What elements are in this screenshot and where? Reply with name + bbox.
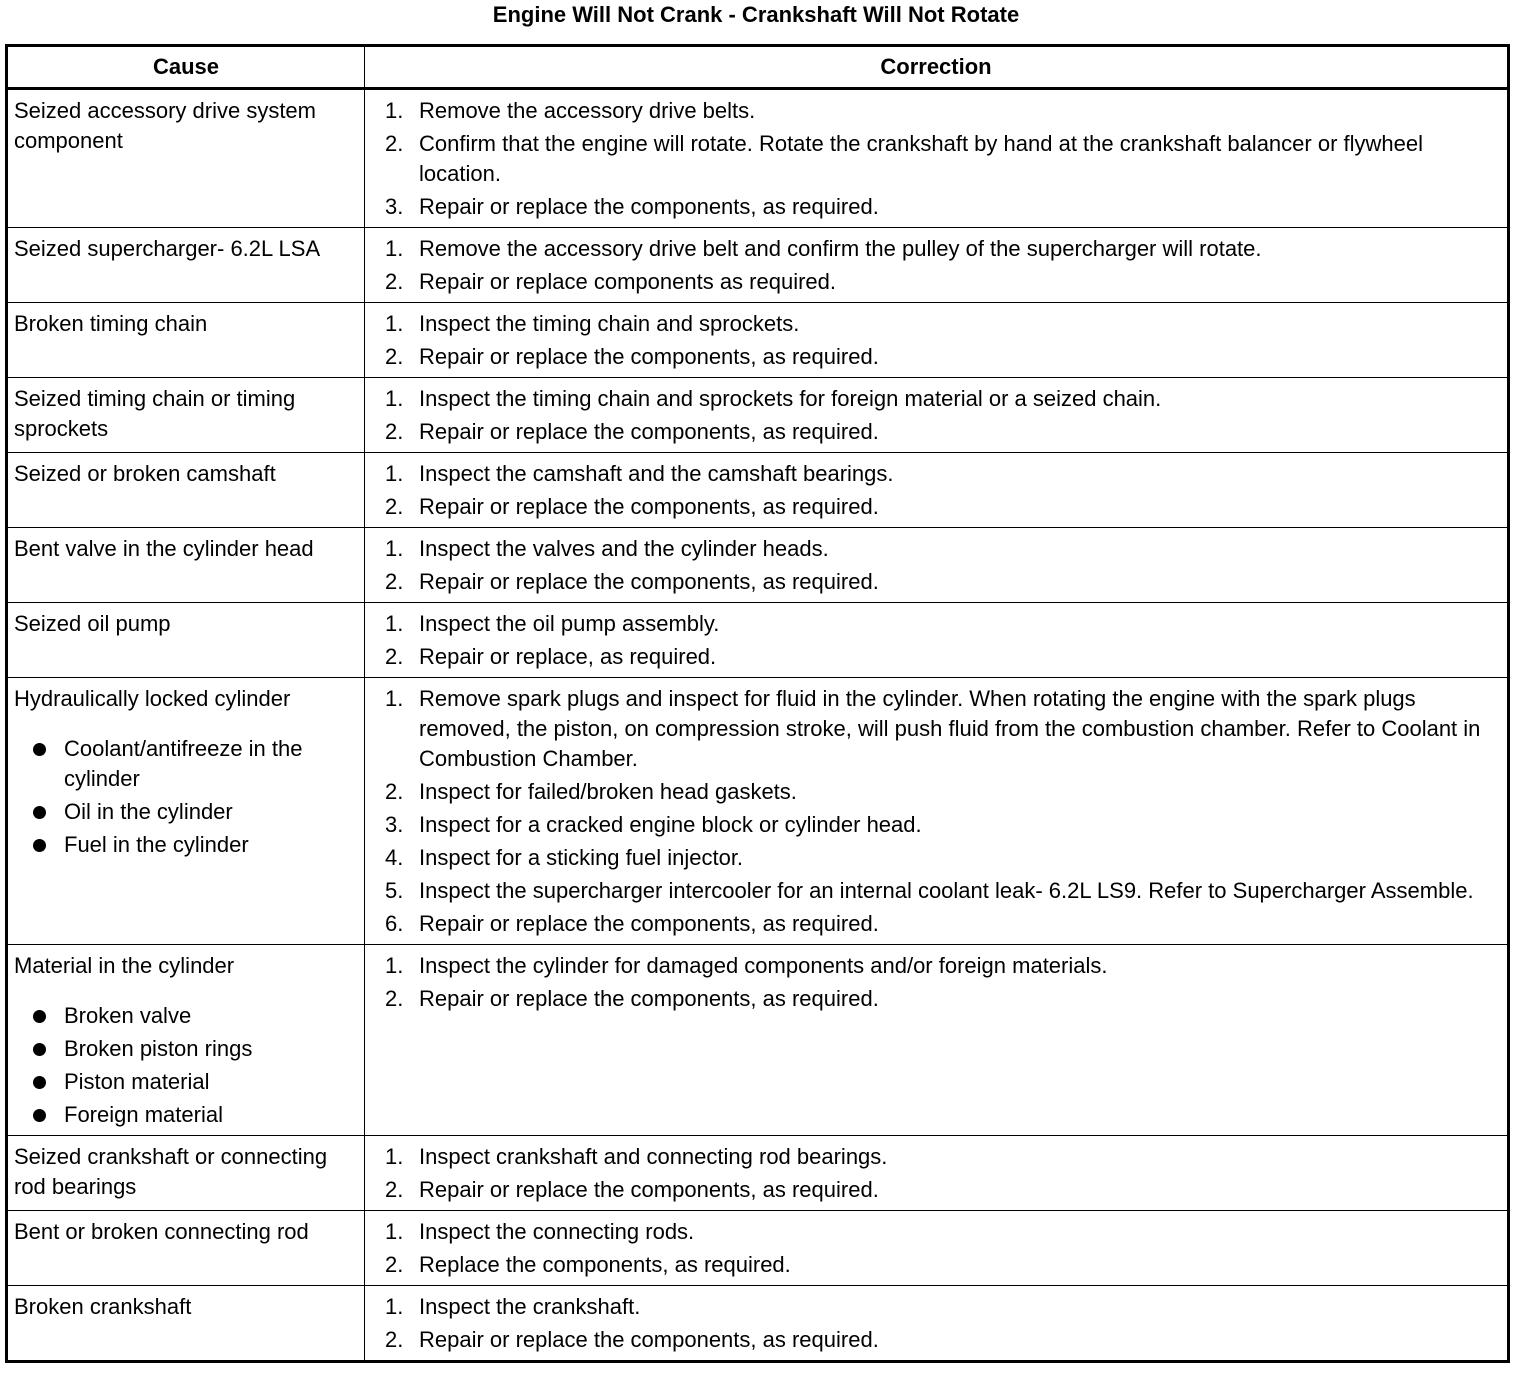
correction-step-list — [385, 309, 1501, 372]
table-row — [7, 1286, 1509, 1362]
table-row — [7, 228, 1509, 303]
correction-step — [385, 192, 1501, 222]
cause-bullet-text: Oil in the cylinder — [64, 799, 233, 824]
cause-bullet-text: Broken valve — [64, 1003, 192, 1028]
cause-bullet-text: Piston material — [64, 1069, 210, 1094]
correction-step — [385, 342, 1501, 372]
step-number: 2. — [385, 986, 404, 1011]
step-text: Repair or replace the components, as required. — [419, 986, 879, 1011]
cause-text: Hydraulically locked cylinder — [14, 686, 291, 711]
cause-bullet-text: Broken piston rings — [64, 1036, 253, 1061]
table-row — [7, 603, 1509, 678]
step-text: Inspect for failed/broken head gaskets. — [419, 779, 797, 804]
table-body — [7, 89, 1509, 1362]
correction-step-list — [385, 96, 1501, 222]
step-number: 1. — [385, 461, 404, 486]
cause-bullet-text: Fuel in the cylinder — [64, 832, 249, 857]
cause-cell — [7, 303, 365, 378]
step-number: 1. — [385, 953, 404, 978]
cause-cell — [7, 1286, 365, 1362]
correction-cell — [365, 945, 1509, 1136]
correction-cell — [365, 1211, 1509, 1286]
correction-step-list — [385, 609, 1501, 672]
cause-text: Seized or broken camshaft — [14, 461, 276, 486]
step-number: 2. — [385, 344, 404, 369]
correction-step — [385, 609, 1501, 639]
step-number: 1. — [385, 1219, 404, 1244]
step-number: 1. — [385, 1144, 404, 1169]
table-row — [7, 528, 1509, 603]
correction-step — [385, 567, 1501, 597]
correction-step-list — [385, 384, 1501, 447]
table-row — [7, 378, 1509, 453]
step-text: Inspect for a sticking fuel injector. — [419, 845, 744, 870]
step-number: 2. — [385, 644, 404, 669]
correction-step — [385, 1217, 1501, 1247]
step-text: Repair or replace, as required. — [419, 644, 717, 669]
correction-step — [385, 1250, 1501, 1280]
step-number: 2. — [385, 1177, 404, 1202]
cause-text: Seized timing chain or timing sprockets — [14, 386, 296, 441]
bullet-icon — [14, 734, 64, 794]
correction-step — [385, 684, 1501, 774]
cause-cell — [7, 89, 365, 228]
cause-cell — [7, 1136, 365, 1211]
cause-cell — [7, 453, 365, 528]
correction-cell — [365, 1136, 1509, 1211]
correction-step — [385, 1292, 1501, 1322]
cause-text: Bent valve in the cylinder head — [14, 536, 314, 561]
step-text: Inspect crankshaft and connecting rod bearings. — [419, 1144, 888, 1169]
correction-step-list — [385, 684, 1501, 939]
cause-cell — [7, 678, 365, 945]
correction-step — [385, 309, 1501, 339]
step-number: 5. — [385, 878, 404, 903]
correction-step — [385, 129, 1501, 189]
step-text: Repair or replace the components, as required. — [419, 569, 879, 594]
step-number: 1. — [385, 236, 404, 261]
column-header-cause: Cause — [7, 46, 365, 89]
page-title: Engine Will Not Crank - Crankshaft Will Not Rotate — [492, 2, 1020, 27]
table-row — [7, 453, 1509, 528]
step-number: 1. — [385, 611, 404, 636]
step-text: Remove spark plugs and inspect for fluid in the cylinder. When rotating the engine with the spark plugs removed, the piston, on compression stroke, will push fluid from the combustion chamber. Refer to Coolant in Combustion Chamber. — [419, 686, 1481, 771]
cause-bullet-text: Coolant/antifreeze in the cylinder — [64, 736, 303, 791]
correction-step-list — [385, 1142, 1501, 1205]
table-row — [7, 1211, 1509, 1286]
cause-cell — [7, 528, 365, 603]
correction-step — [385, 267, 1501, 297]
table-row — [7, 1136, 1509, 1211]
correction-step — [385, 642, 1501, 672]
step-number: 3. — [385, 812, 404, 837]
step-number: 1. — [385, 98, 404, 123]
step-text: Repair or replace the components, as required. — [419, 344, 879, 369]
step-text: Remove the accessory drive belt and confirm the pulley of the supercharger will rotate. — [419, 236, 1262, 261]
correction-step-list — [385, 1292, 1501, 1355]
step-text: Inspect the supercharger intercooler for an internal coolant leak- 6.2L LS9. Refer to Supercharger Assemble. — [419, 878, 1474, 903]
step-text: Remove the accessory drive belts. — [419, 98, 756, 123]
step-text: Inspect the connecting rods. — [419, 1219, 695, 1244]
correction-cell — [365, 89, 1509, 228]
bullet-icon — [14, 1034, 64, 1064]
step-text: Confirm that the engine will rotate. Rotate the crankshaft by hand at the crankshaft balancer or flywheel location. — [419, 131, 1423, 186]
correction-cell — [365, 378, 1509, 453]
step-number: 1. — [385, 536, 404, 561]
step-number: 6. — [385, 911, 404, 936]
table-row — [7, 303, 1509, 378]
step-number: 2. — [385, 131, 404, 156]
cause-bullet-item — [14, 1034, 358, 1064]
step-text: Repair or replace the components, as required. — [419, 419, 879, 444]
cause-bullet-list — [14, 1001, 358, 1130]
step-text: Repair or replace the components, as required. — [419, 1177, 879, 1202]
bullet-icon — [14, 830, 64, 860]
correction-step — [385, 384, 1501, 414]
step-number: 1. — [385, 311, 404, 336]
correction-cell — [365, 1286, 1509, 1362]
correction-cell — [365, 603, 1509, 678]
cause-cell — [7, 945, 365, 1136]
step-number: 2. — [385, 779, 404, 804]
correction-step — [385, 459, 1501, 489]
cause-bullet-item — [14, 1067, 358, 1097]
cause-bullet-item — [14, 797, 358, 827]
correction-step — [385, 534, 1501, 564]
step-number: 2. — [385, 269, 404, 294]
column-header-correction: Correction — [365, 46, 1509, 89]
step-number: 3. — [385, 194, 404, 219]
step-text: Repair or replace the components, as required. — [419, 194, 879, 219]
step-number: 2. — [385, 1327, 404, 1352]
troubleshooting-table-container — [5, 44, 1510, 1363]
step-text: Inspect the timing chain and sprockets. — [419, 311, 800, 336]
step-number: 1. — [385, 1294, 404, 1319]
correction-cell — [365, 303, 1509, 378]
correction-step — [385, 417, 1501, 447]
correction-cell — [365, 528, 1509, 603]
correction-step — [385, 810, 1501, 840]
step-number: 2. — [385, 494, 404, 519]
bullet-icon — [14, 797, 64, 827]
table-row — [7, 89, 1509, 228]
table-row — [7, 678, 1509, 945]
cause-text: Material in the cylinder — [14, 953, 235, 978]
cause-bullet-item — [14, 1001, 358, 1031]
correction-step — [385, 492, 1501, 522]
correction-step — [385, 1325, 1501, 1355]
cause-text: Seized oil pump — [14, 611, 171, 636]
cause-text: Broken timing chain — [14, 311, 208, 336]
step-text: Repair or replace the components, as required. — [419, 494, 879, 519]
bullet-icon — [14, 1067, 64, 1097]
step-number: 1. — [385, 386, 404, 411]
step-number: 4. — [385, 845, 404, 870]
step-text: Inspect the valves and the cylinder heads. — [419, 536, 829, 561]
correction-step-list — [385, 1217, 1501, 1280]
step-text: Inspect the oil pump assembly. — [419, 611, 720, 636]
correction-step — [385, 1142, 1501, 1172]
cause-cell — [7, 378, 365, 453]
bullet-icon — [14, 1001, 64, 1031]
step-number: 2. — [385, 1252, 404, 1277]
correction-step — [385, 234, 1501, 264]
correction-step — [385, 777, 1501, 807]
correction-step-list — [385, 459, 1501, 522]
correction-cell — [365, 228, 1509, 303]
correction-step — [385, 843, 1501, 873]
correction-step — [385, 951, 1501, 981]
step-text: Repair or replace the components, as required. — [419, 911, 879, 936]
step-number: 1. — [385, 686, 404, 711]
correction-cell — [365, 453, 1509, 528]
cause-bullet-text: Foreign material — [64, 1102, 223, 1127]
cause-cell — [7, 228, 365, 303]
cause-bullet-item — [14, 1100, 358, 1130]
step-text: Inspect for a cracked engine block or cylinder head. — [419, 812, 922, 837]
correction-cell — [365, 678, 1509, 945]
step-number: 2. — [385, 419, 404, 444]
correction-step — [385, 984, 1501, 1014]
cause-text: Bent or broken connecting rod — [14, 1219, 309, 1244]
correction-step — [385, 876, 1501, 906]
cause-text: Seized supercharger- 6.2L LSA — [14, 236, 321, 261]
table-row — [7, 945, 1509, 1136]
cause-bullet-item — [14, 830, 358, 860]
correction-step — [385, 909, 1501, 939]
step-text: Inspect the crankshaft. — [419, 1294, 641, 1319]
cause-cell — [7, 603, 365, 678]
cause-text: Broken crankshaft — [14, 1294, 192, 1319]
correction-step — [385, 1175, 1501, 1205]
cause-cell — [7, 1211, 365, 1286]
step-text: Inspect the timing chain and sprockets for foreign material or a seized chain. — [419, 386, 1162, 411]
table-header-row — [7, 46, 1509, 89]
step-text: Repair or replace components as required. — [419, 269, 837, 294]
bullet-icon — [14, 1100, 64, 1130]
step-text: Repair or replace the components, as required. — [419, 1327, 879, 1352]
troubleshooting-table — [5, 44, 1510, 1363]
cause-text: Seized crankshaft or connecting rod bearings — [14, 1144, 328, 1199]
cause-bullet-list — [14, 734, 358, 860]
correction-step-list — [385, 534, 1501, 597]
step-text: Inspect the cylinder for damaged components and/or foreign materials. — [419, 953, 1108, 978]
cause-text: Seized accessory drive system component — [14, 98, 316, 153]
step-text: Replace the components, as required. — [419, 1252, 791, 1277]
step-number: 2. — [385, 569, 404, 594]
correction-step-list — [385, 951, 1501, 1014]
correction-step-list — [385, 234, 1501, 297]
step-text: Inspect the camshaft and the camshaft bearings. — [419, 461, 894, 486]
correction-step — [385, 96, 1501, 126]
cause-bullet-item — [14, 734, 358, 794]
